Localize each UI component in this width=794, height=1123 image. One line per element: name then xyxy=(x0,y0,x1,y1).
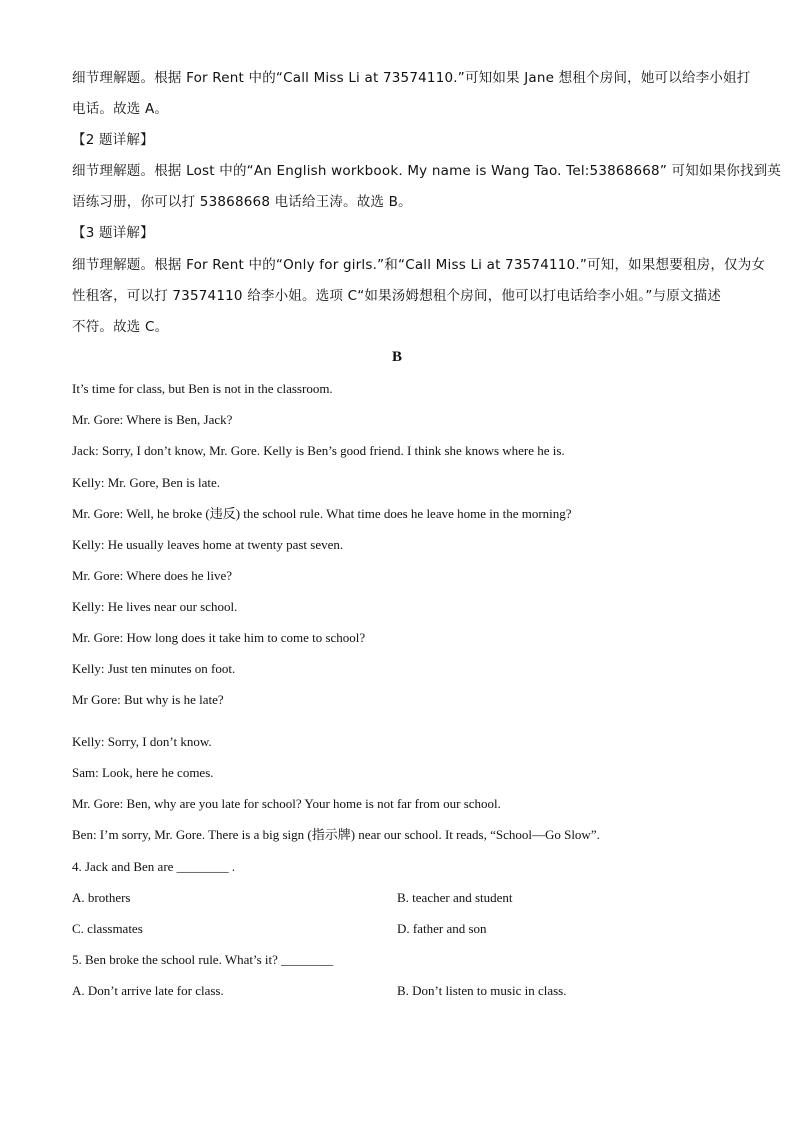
q2-explanation-heading: 【2 题详解】 xyxy=(72,132,154,148)
q2-explanation-line2: 语练习册，你可以打 53868668 电话给王涛。故选 B。 xyxy=(72,194,412,210)
q3-explanation-line3: 不符。故选 C。 xyxy=(72,319,169,335)
question-4-option-b: B. teacher and student xyxy=(397,890,513,905)
q2-explanation-line1: 细节理解题。根据 Lost 中的“An English workbook. My name is Wang Tao. Tel:53868668” 可知如果你找到英 xyxy=(72,163,782,179)
question-5-option-a: A. Don’t arrive late for class. xyxy=(72,983,224,998)
question-4-option-d: D. father and son xyxy=(397,921,487,936)
q1-explanation-line2: 电话。故选 A。 xyxy=(72,101,169,117)
dialogue-line: Mr. Gore: Where is Ben, Jack? xyxy=(72,412,233,427)
question-4-stem: 4. Jack and Ben are ________ . xyxy=(72,859,236,874)
q3-explanation-heading: 【3 题详解】 xyxy=(72,225,154,241)
dialogue-line: Mr Gore: But why is he late? xyxy=(72,692,224,707)
dialogue-line: Mr. Gore: Where does he live? xyxy=(72,568,233,583)
dialogue-line: Kelly: Mr. Gore, Ben is late. xyxy=(72,475,221,490)
dialogue-line: Sam: Look, here he comes. xyxy=(72,765,214,780)
dialogue-line: Mr. Gore: Ben, why are you late for school? Your home is not far from our school. xyxy=(72,796,501,811)
dialogue-line: It’s time for class, but Ben is not in the classroom. xyxy=(72,381,333,396)
dialogue-line: Ben: I’m sorry, Mr. Gore. There is a big sign (指示牌) near our school. It reads, “School—Go Slow”. xyxy=(72,827,600,842)
dialogue-line: Kelly: Sorry, I don’t know. xyxy=(72,734,212,749)
question-5-option-b: B. Don’t listen to music in class. xyxy=(397,983,567,998)
question-5-stem: 5. Ben broke the school rule. What’s it? ________ xyxy=(72,952,334,967)
dialogue-line: Kelly: He usually leaves home at twenty past seven. xyxy=(72,537,344,552)
question-4-option-a: A. brothers xyxy=(72,890,131,905)
dialogue-line: Jack: Sorry, I don’t know, Mr. Gore. Kelly is Ben’s good friend. I think she knows where he is. xyxy=(72,443,565,458)
dialogue-line: Mr. Gore: Well, he broke (违反) the school rule. What time does he leave home in the morning? xyxy=(72,506,572,521)
q3-explanation-line2: 性租客，可以打 73574110 给李小姐。选项 C“如果汤姆想租个房间，他可以打电话给李小姐。”与原文描述 xyxy=(72,288,722,304)
question-4-option-c: C. classmates xyxy=(72,921,143,936)
dialogue-line: Kelly: Just ten minutes on foot. xyxy=(72,661,236,676)
q1-explanation-line1: 细节理解题。根据 For Rent 中的“Call Miss Li at 73574110.”可知如果 Jane 想租个房间，她可以给李小姐打 xyxy=(72,70,751,86)
dialogue-line: Kelly: He lives near our school. xyxy=(72,599,238,614)
section-title: B xyxy=(391,349,402,365)
q3-explanation-line1: 细节理解题。根据 For Rent 中的“Only for girls.”和“Call Miss Li at 73574110.”可知，如果想要租房，仅为女 xyxy=(72,257,766,273)
dialogue-line: Mr. Gore: How long does it take him to come to school? xyxy=(72,630,366,645)
